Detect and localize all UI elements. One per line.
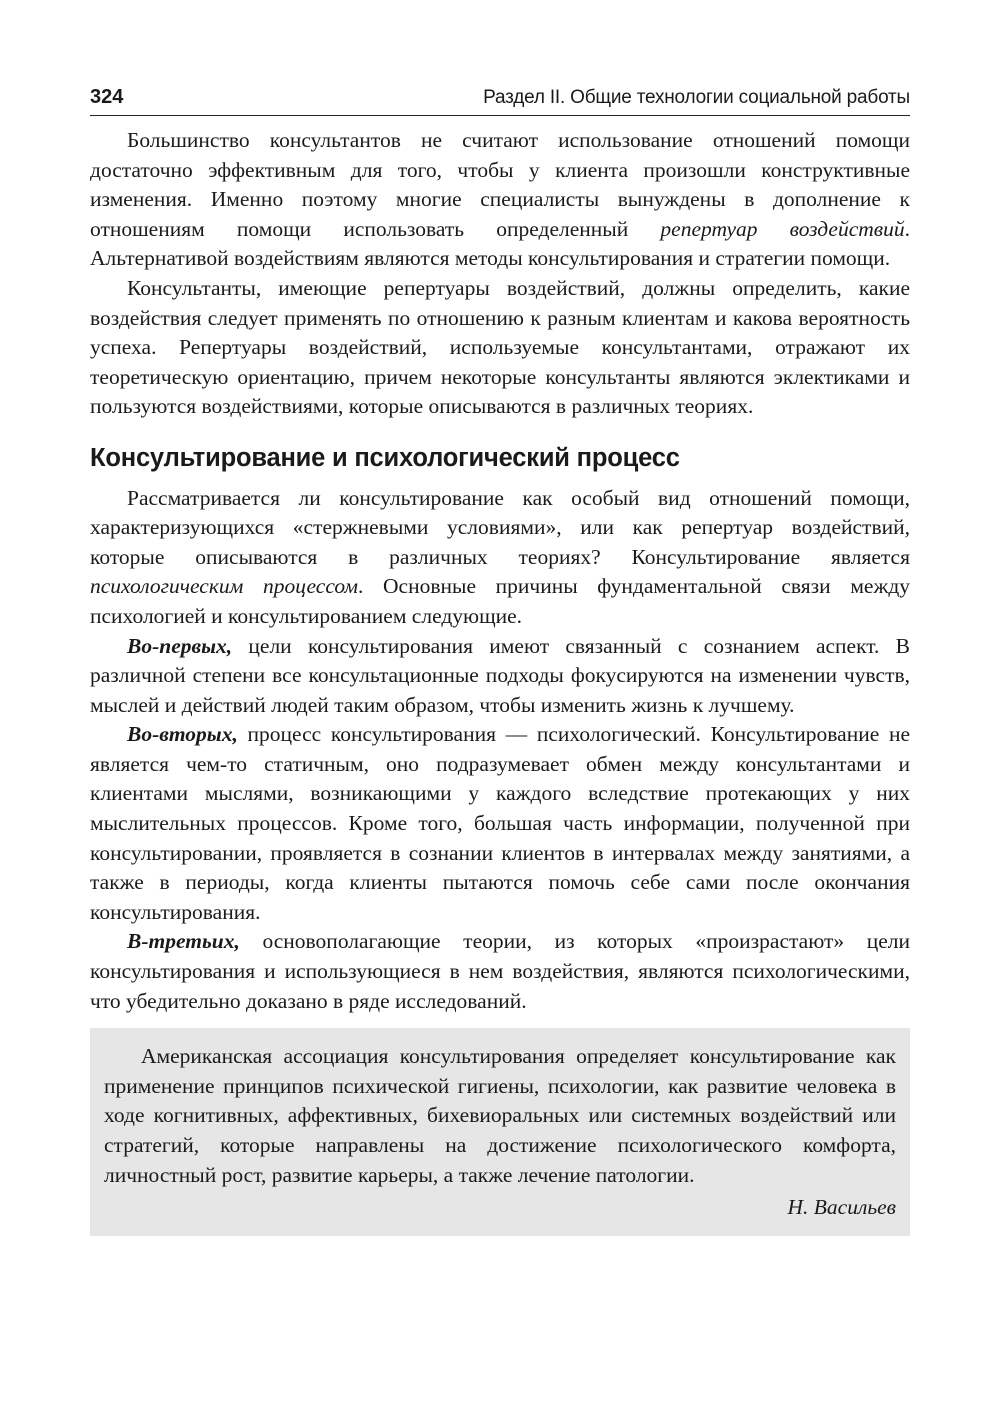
quote-box	[90, 1028, 910, 1236]
paragraph-text: цели консультирования имеют связанный с сознанием аспект. В различной степени все консультационные подходы фокусируются на изменении чувств, мыслей и действий людей таким образом, чтобы изменить жизнь к лучшему.	[90, 633, 910, 717]
paragraph-secondly	[90, 720, 910, 927]
section-title: Раздел II. Общие технологии социальной работы	[483, 87, 910, 108]
paragraph-text: . Альтернативой воздействиям являются методы консультирования и стратегии помощи.	[90, 216, 910, 271]
paragraph-text: процесс консультирования — психологический. Консультирование не является чем-то статичным, оно подразумевает обмен между консультантами и клиентами мыслями, возникающими у каждого вследствие протекающих у них мыслительных процессов. Кроме того, большая часть информации, полученной при консультировании, проявляется в сознании клиентов в интервалах между занятиями, а также в периоды, когда клиенты пытаются помочь себе сами после окончания консультирования.	[90, 722, 910, 924]
lead-word: Во-вторых,	[127, 722, 238, 747]
paragraph	[90, 126, 910, 274]
lead-word: Во-первых,	[127, 633, 233, 658]
book-page	[90, 80, 910, 1236]
paragraph-text: Рассматривается ли консультирование как особый вид отношений помощи, характеризующихся «стержневыми условиями», или как репертуар воздействий, которые описываются в различных теориях? Консультирование является	[90, 485, 910, 569]
paragraph-thirdly	[90, 927, 910, 1016]
paragraph-text: . Основные причины фундаментальной связи между психологией и консультированием следующие.	[90, 574, 911, 628]
page-content	[90, 126, 910, 1236]
paragraph-text: Большинство консультантов не считают использование отношений помощи достаточно эффективным для того, чтобы у клиента произошли конструктивные изменения. Именно поэтому многие специалисты вынуждены в дополнение к отношениям помощи использовать определенный	[90, 128, 910, 241]
quote-text: Американская ассоциация консультирования определяет консультирование как применение принципов психической гигиены, психологии, как развитие человека в ходе когнитивных, аффективных, бихевиоральных или системных воздействий или стратегий, которые направлены на достижение психологического комфорта, личностный рост, развитие карьеры, а также лечение патологии.	[104, 1044, 896, 1187]
paragraph-text: основополагающие теории, из которых «произрастают» цели консультирования и использующиеся в нем воздействия, являются психологическими, что убедительно доказано в ряде исследований.	[90, 929, 910, 1013]
quote-author: Н. Васильев	[787, 1195, 896, 1220]
emphasis-term: психологическим процессом	[90, 574, 359, 599]
paragraph	[90, 484, 910, 632]
paragraph-firstly	[90, 632, 910, 721]
section-heading: Консультирование и психологический процесс	[90, 443, 680, 472]
running-head	[90, 86, 910, 116]
emphasis-term: репертуар воздействий	[660, 216, 905, 241]
paragraph: Консультанты, имеющие репертуары воздействий, должны определить, какие воздействия следует применять по отношению к разным клиентам и какова вероятность успеха. Репертуары воздействий, используемые консультантами, отражают их теоретическую ориентацию, причем некоторые консультанты являются эклектиками и пользуются воздействиями, которые описываются в различных теориях.	[90, 275, 910, 419]
page-number: 324	[90, 86, 124, 108]
lead-word: В-третьих,	[127, 929, 240, 954]
